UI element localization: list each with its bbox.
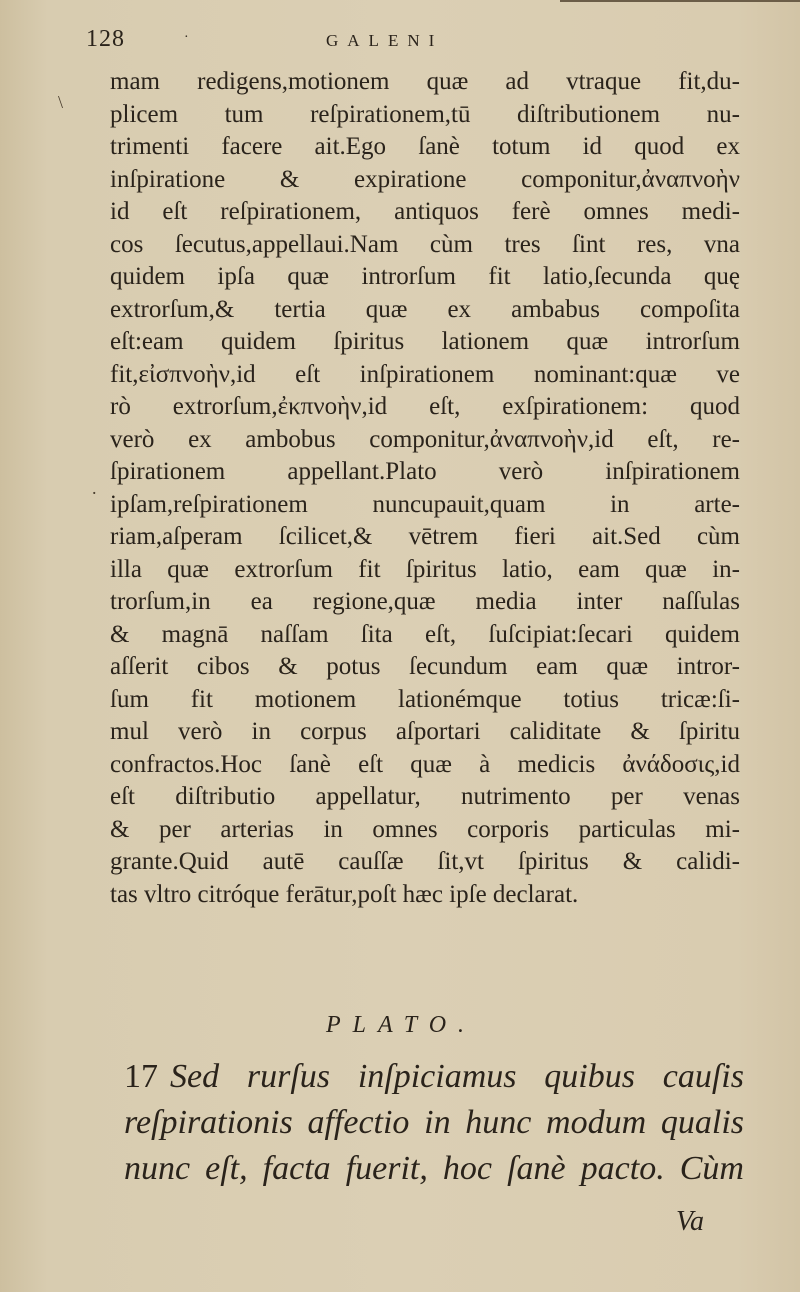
text-line: confractos.Hoc ſanè eſt quæ à medicis ἀνάδοσις,id bbox=[110, 750, 740, 778]
text-line: tas vltro citróque ferātur,poſt hæc ipſe declarat. bbox=[110, 880, 579, 908]
text-line: rò extrorſum,ἐκπνοὴν,id eſt, exſpirationem: quod bbox=[110, 393, 740, 420]
text-line: ipſam,reſpirationem nuncupauit,quam in arte- bbox=[110, 490, 740, 518]
page-header bbox=[0, 26, 800, 62]
text-line: mul verò in corpus aſportari caliditate & ſpiritu bbox=[110, 718, 740, 745]
section-line: nunc eſt, facta fuerit, hoc ſanè pacto. Cùm bbox=[124, 1150, 744, 1187]
main-text-block bbox=[110, 66, 740, 911]
text-line: trorſum,in ea regione,quæ media inter naſſulas bbox=[110, 588, 740, 615]
top-rule bbox=[560, 0, 800, 2]
text-line: extrorſum,& tertia quæ ex ambabus compoſita bbox=[110, 295, 740, 323]
text-line: eſt diſtributio appellatur, nutrimento per venas bbox=[110, 783, 740, 810]
catchword: Va bbox=[676, 1206, 704, 1237]
text-line: aſſerit cibos & potus ſecundum eam quæ intror- bbox=[110, 653, 740, 680]
text-line: trimenti facere ait.Ego ſanè totum id quod ex bbox=[110, 133, 740, 160]
section-line-text: Sed rurſus inſpiciamus quibus cauſis bbox=[170, 1058, 744, 1095]
text-line: mam redigens,motionem quæ ad vtraque fit,du- bbox=[110, 68, 740, 95]
text-line: grante.Quid autē cauſſæ ſit,vt ſpiritus & calidi- bbox=[110, 848, 740, 875]
running-head: GALENI bbox=[326, 31, 444, 50]
section-heading: PLATO. bbox=[326, 1012, 477, 1038]
section-line: reſpirationis affectio in hunc modum qualis bbox=[124, 1104, 744, 1141]
text-line: verò ex ambobus componitur,ἀναπνοὴν,id eſt, re- bbox=[110, 425, 740, 453]
text-line: illa quæ extrorſum fit ſpiritus latio, eam quæ in- bbox=[110, 555, 740, 583]
text-line: inſpiratione & expiratione componitur,ἀναπνοὴν bbox=[110, 165, 740, 193]
text-line: cos ſecutus,appellaui.Nam cùm tres ſint res, vna bbox=[110, 230, 740, 258]
margin-mark: \ bbox=[58, 92, 64, 112]
section-line bbox=[124, 1054, 744, 1100]
section-number: 17 bbox=[124, 1058, 158, 1095]
text-line: & magnā naſſam ſita eſt, ſuſcipiat:ſecari quidem bbox=[110, 620, 740, 648]
text-line: plicem tum reſpirationem,tū diſtributionem nu- bbox=[110, 100, 740, 128]
header-dot: · bbox=[184, 30, 189, 45]
text-line: & per arterias in omnes corporis particulas mi- bbox=[110, 815, 740, 843]
text-line: riam,aſperam ſcilicet,& vētrem fieri ait.Sed cùm bbox=[110, 523, 740, 550]
text-line: eſt:eam quidem ſpiritus lationem quæ introrſum bbox=[110, 328, 740, 355]
text-line: fit,εἰσπνοὴν,id eſt inſpirationem nominant:quæ ve bbox=[110, 360, 740, 388]
quoted-section bbox=[124, 1054, 744, 1192]
text-line: quidem ipſa quæ introrſum fit latio,ſecunda quę bbox=[110, 263, 740, 290]
text-line: id eſt reſpirationem, antiquos ferè omnes medi- bbox=[110, 198, 740, 225]
page-number: 128 bbox=[86, 26, 125, 52]
text-line: ſpirationem appellant.Plato verò inſpirationem bbox=[110, 458, 740, 485]
margin-mark: . bbox=[92, 478, 97, 498]
text-line: ſum fit motionem lationémque totius tricæ:ſi- bbox=[110, 685, 740, 713]
